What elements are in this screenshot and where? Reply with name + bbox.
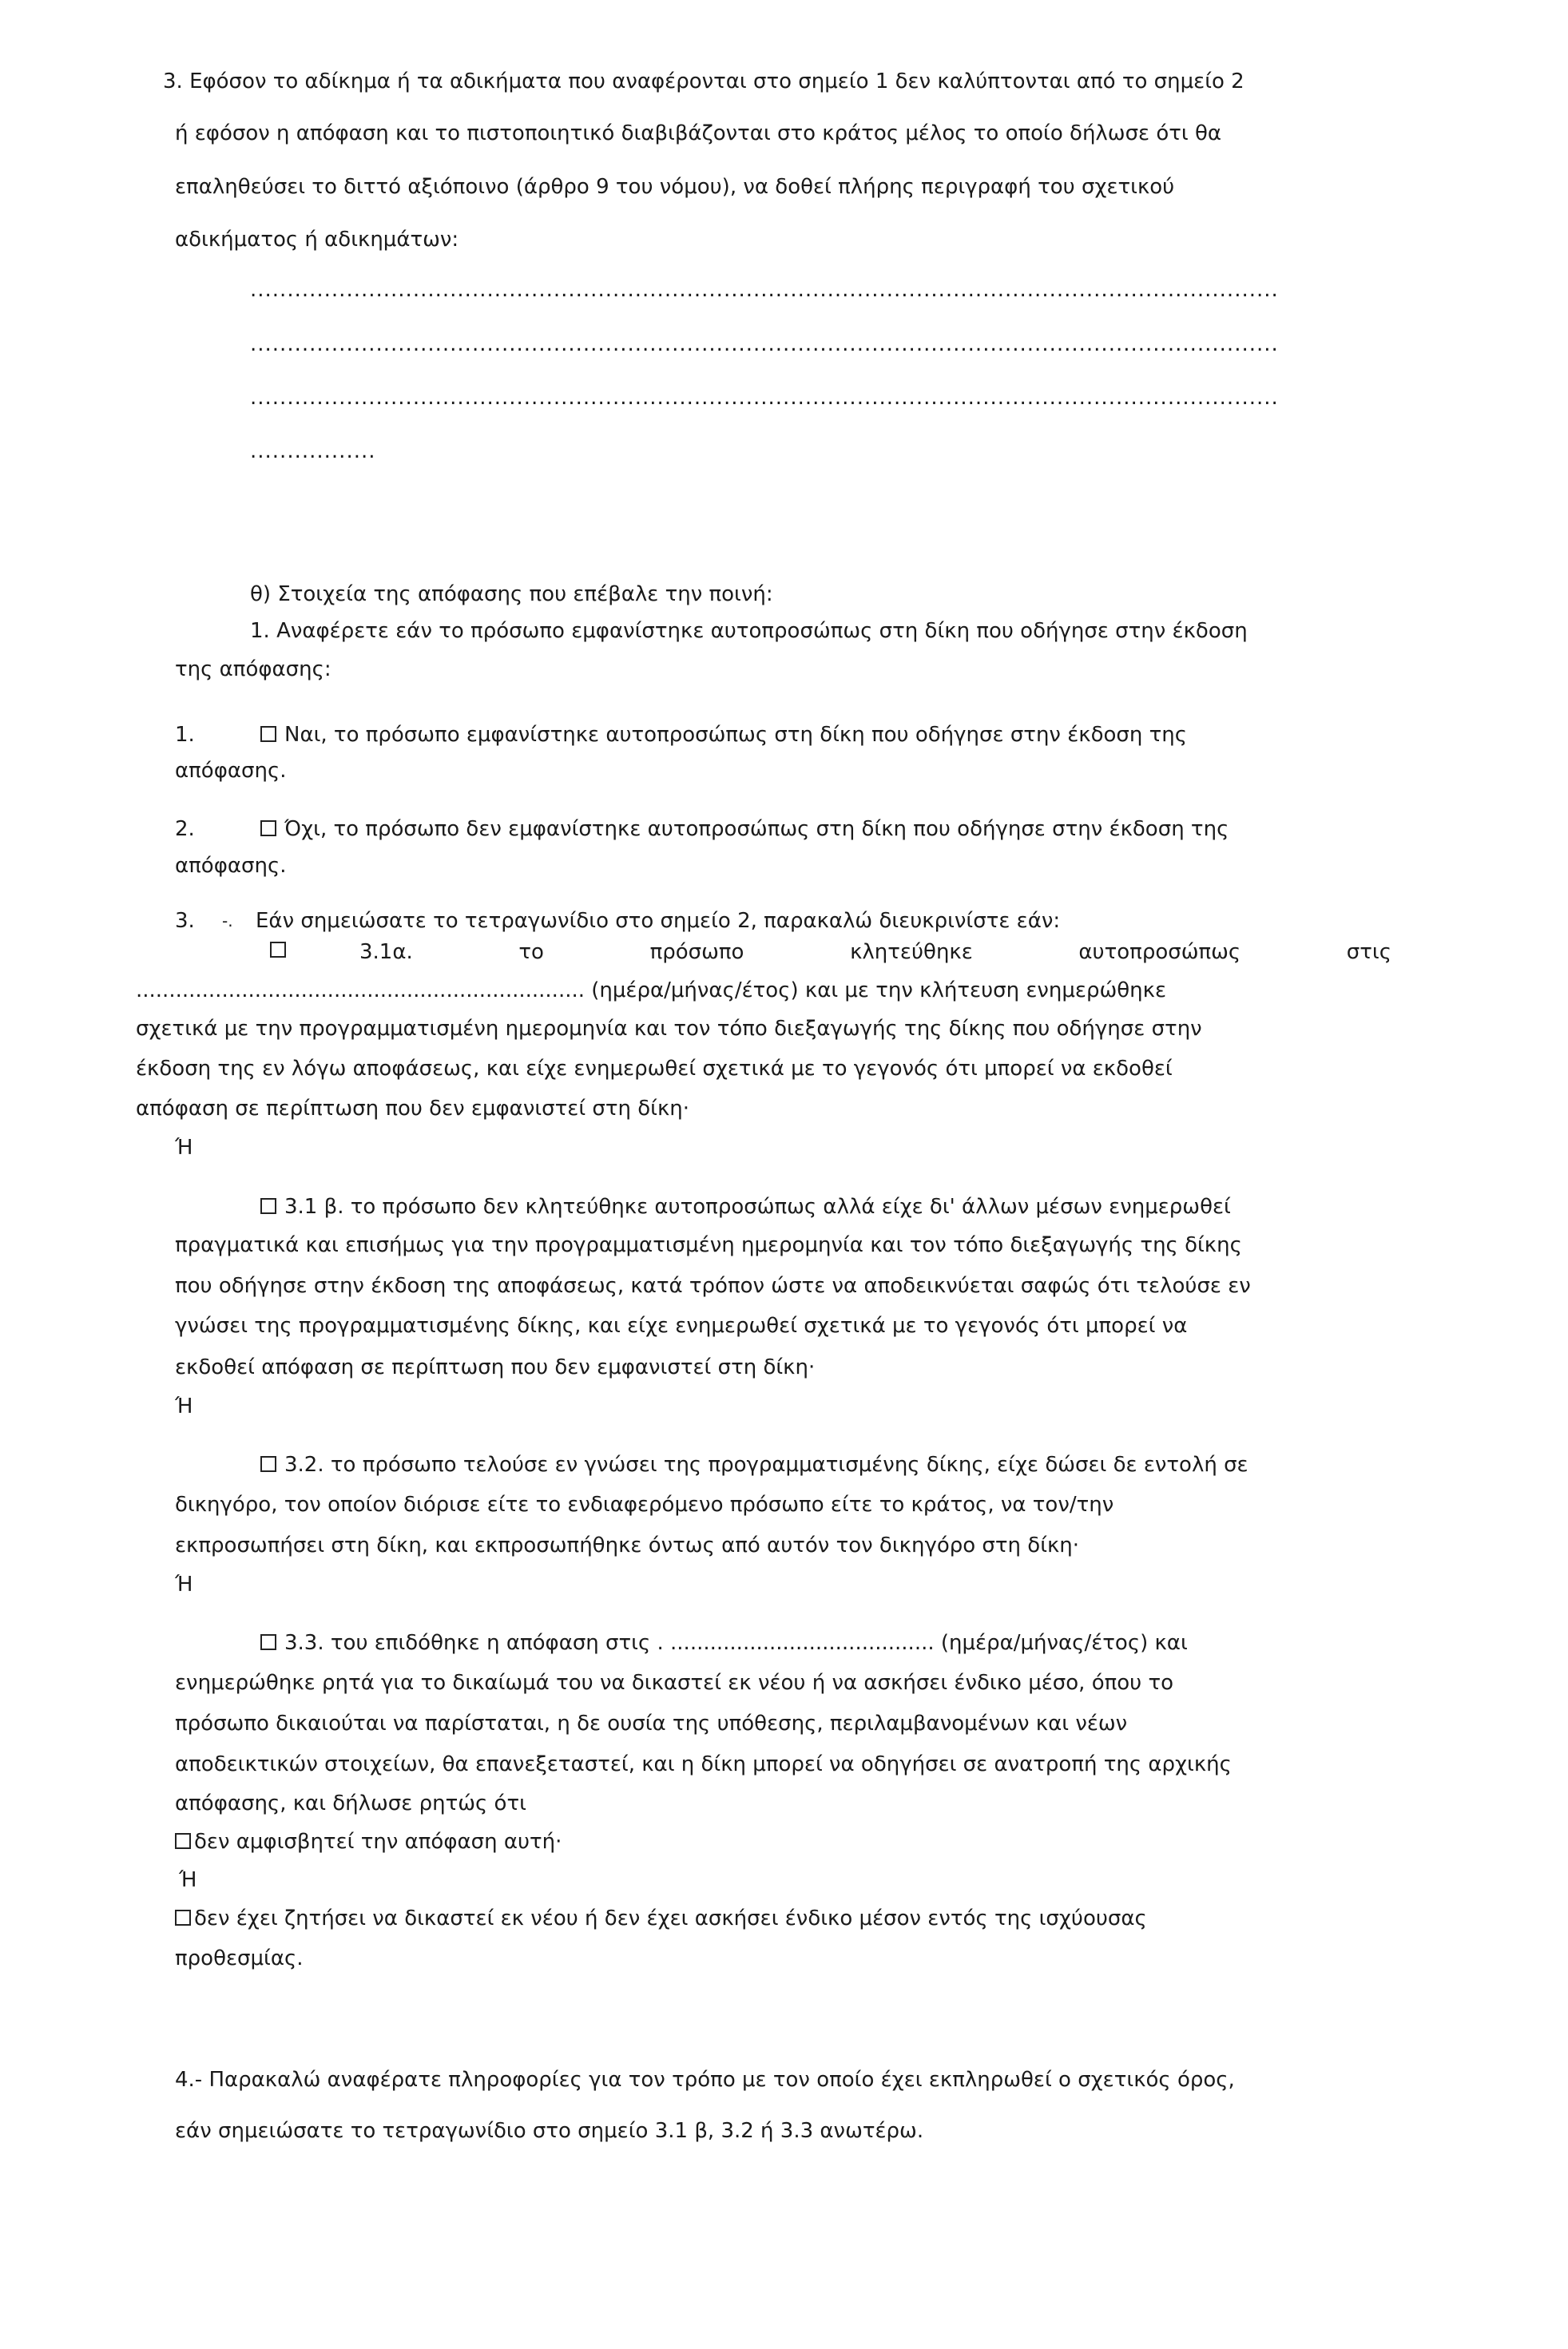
s33-line5: απόφασης, και δήλωσε ρητώς ότι bbox=[175, 1792, 526, 1815]
option2-checkbox[interactable] bbox=[260, 820, 276, 836]
question1-line2: της απόφασης: bbox=[175, 657, 331, 681]
s31a-line4: έκδοση της εν λόγω αποφάσεως, και είχε ενημερωθεί σχετικά με το γεγονός ότι μπορεί να εκδοθεί bbox=[136, 1057, 1173, 1081]
s31a-word-6: στις bbox=[1346, 940, 1391, 964]
blank-line-1[interactable]: ........................................................................................................................................... bbox=[250, 278, 1279, 302]
s32-checkbox[interactable] bbox=[260, 1456, 276, 1472]
option1-line2: απόφασης. bbox=[175, 759, 287, 783]
s32-line2: δικηγόρο, τον οποίον διόρισε είτε το ενδιαφερόμενο πρόσωπο είτε το κράτος, να τον/την bbox=[175, 1493, 1114, 1517]
or-separator-1: Ή bbox=[175, 1136, 193, 1160]
s31a-line5: απόφαση σε περίπτωση που δεν εμφανιστεί στη δίκη· bbox=[136, 1097, 690, 1121]
s31b-text: 3.1 β. το πρόσωπο δεν κλητεύθηκε αυτοπροσώπως αλλά είχε δι' άλλων μέσων ενημερωθεί bbox=[284, 1195, 1231, 1219]
blank-line-2[interactable]: ........................................................................................................................................... bbox=[250, 332, 1279, 356]
s33-option-b-checkbox[interactable] bbox=[175, 1910, 191, 1926]
s31a-line3: σχετικά με την προγραμματισμένη ημερομηνία και τον τόπο διεξαγωγής της δίκης που οδήγησε στην bbox=[136, 1017, 1202, 1041]
blank-line-4[interactable]: ................. bbox=[250, 439, 376, 463]
option2-number: 2. bbox=[175, 817, 195, 841]
option3-text: Εάν σημειώσατε το τετραγωνίδιο στο σημείο 2, παρακαλώ διευκρινίστε εάν: bbox=[256, 909, 1061, 933]
s33-option-b bbox=[175, 1893, 1147, 1945]
s31a-word-3: πρόσωπο bbox=[649, 940, 744, 964]
s31b-line2: πραγματικά και επισήμως για την προγραμματισμένη ημερομηνία και τον τόπο διεξαγωγής της δίκης bbox=[175, 1233, 1242, 1257]
section3-line4: αδικήματος ή αδικημάτων: bbox=[175, 228, 459, 252]
section3-line3: επαληθεύσει το διττό αξιόποινο (άρθρο 9 του νόμου), να δοθεί πλήρης περιγραφή του σχετικού bbox=[175, 175, 1175, 199]
s33-line2: ενημερώθηκε ρητά για το δικαίωμά του να δικαστεί εκ νέου ή να ασκήσει ένδικο μέσο, όπου το bbox=[175, 1671, 1174, 1695]
question1-line1: 1. Αναφέρετε εάν το πρόσωπο εμφανίστηκε αυτοπροσώπως στη δίκη που οδήγησε στην έκδοση bbox=[250, 619, 1248, 643]
option1-line1 bbox=[260, 709, 1187, 761]
s31b-line4: γνώσει της προγραμματισμένης δίκης, και είχε ενημερωθεί σχετικά με το γεγονός ότι μπορεί να bbox=[175, 1314, 1188, 1338]
s33-option-a-checkbox[interactable] bbox=[175, 1833, 191, 1849]
s33-option-a-text: δεν αμφισβητεί την απόφαση αυτή· bbox=[194, 1830, 562, 1854]
s31a-line2: .................................................................... (ημέρα/μήνας/έτος) και με την κλήτευση ενημερώθηκε bbox=[136, 978, 1167, 1002]
s31a-checkbox[interactable] bbox=[270, 942, 286, 958]
s33-option-b-line2: προθεσμίας. bbox=[175, 1946, 304, 1970]
s32-line3: εκπροσωπήσει στη δίκη, και εκπροσωπήθηκε όντως από αυτόν τον δικηγόρο στη δίκη· bbox=[175, 1534, 1080, 1557]
option3-number: 3. bbox=[175, 909, 195, 933]
s31b-checkbox[interactable] bbox=[260, 1198, 276, 1214]
s31a-word-2: το bbox=[518, 940, 544, 964]
s33-checkbox[interactable] bbox=[260, 1634, 276, 1650]
option2-line2: απόφασης. bbox=[175, 854, 287, 878]
option1-checkbox[interactable] bbox=[260, 726, 276, 742]
s33-option-a bbox=[175, 1816, 562, 1868]
question4-line2: εάν σημειώσατε το τετραγωνίδιο στο σημείο 3.1 β, 3.2 ή 3.3 ανωτέρω. bbox=[175, 2119, 924, 2143]
or-separator-4: Ή bbox=[179, 1868, 197, 1892]
question4-line1: 4.- Παρακαλώ αναφέρατε πληροφορίες για τον τρόπο με τον οποίο έχει εκπληρωθεί ο σχετικός όρος, bbox=[175, 2068, 1235, 2092]
s31a-word-4: κλητεύθηκε bbox=[850, 940, 973, 964]
s31b-line3: που οδήγησε στην έκδοση της αποφάσεως, κατά τρόπον ώστε να αποδεικνύεται σαφώς ότι τελούσε εν bbox=[175, 1274, 1251, 1298]
s33-line4: αποδεικτικών στοιχείων, θα επανεξεταστεί, και η δίκη μπορεί να οδηγήσει σε ανατροπή της αρχικής bbox=[175, 1752, 1232, 1776]
section3-line2: ή εφόσον η απόφαση και το πιστοποιητικό διαβιβάζονται στο κράτος μέλος το οποίο δήλωσε ότι θα bbox=[175, 121, 1222, 145]
option2-line1 bbox=[260, 804, 1229, 855]
option1-text: Ναι, το πρόσωπο εμφανίστηκε αυτοπροσώπως στη δίκη που οδήγησε στην έκδοση της bbox=[284, 723, 1188, 747]
or-separator-2: Ή bbox=[175, 1395, 193, 1419]
section3-line1: 3. Εφόσον το αδίκημα ή τα αδικήματα που αναφέρονται στο σημείο 1 δεν καλύπτονται από το σημείο 2 bbox=[163, 69, 1244, 93]
s32-text: 3.2. το πρόσωπο τελούσε εν γνώσει της προγραμματισμένης δίκης, είχε δώσει δε εντολή σε bbox=[284, 1453, 1248, 1477]
s33-option-b-text: δεν έχει ζητήσει να δικαστεί εκ νέου ή δεν έχει ασκήσει ένδικο μέσον εντός της ισχύουσας bbox=[194, 1907, 1147, 1930]
s33-text: 3.3. του επιδόθηκε η απόφαση στις . ........................................ (ημέρα/μήνας/έτος) και bbox=[284, 1631, 1188, 1655]
option3-dash: -. bbox=[222, 911, 233, 930]
s31b-line5: εκδοθεί απόφαση σε περίπτωση που δεν εμφανιστεί στη δίκη· bbox=[175, 1355, 816, 1379]
or-separator-3: Ή bbox=[175, 1573, 193, 1597]
s31a-word-5: αυτοπροσώπως bbox=[1078, 940, 1241, 964]
theta-heading: θ) Στοιχεία της απόφασης που επέβαλε την ποινή: bbox=[250, 582, 773, 606]
blank-line-3[interactable]: ........................................................................................................................................... bbox=[250, 386, 1279, 410]
option1-number: 1. bbox=[175, 723, 195, 747]
s31a-word-1: 3.1α. bbox=[359, 940, 413, 964]
option2-text: Όχι, το πρόσωπο δεν εμφανίστηκε αυτοπροσώπως στη δίκη που οδήγησε στην έκδοση της bbox=[284, 817, 1229, 841]
s33-line3: πρόσωπο δικαιούται να παρίσταται, η δε ουσία της υπόθεσης, περιλαμβανομένων και νέων bbox=[175, 1712, 1128, 1736]
